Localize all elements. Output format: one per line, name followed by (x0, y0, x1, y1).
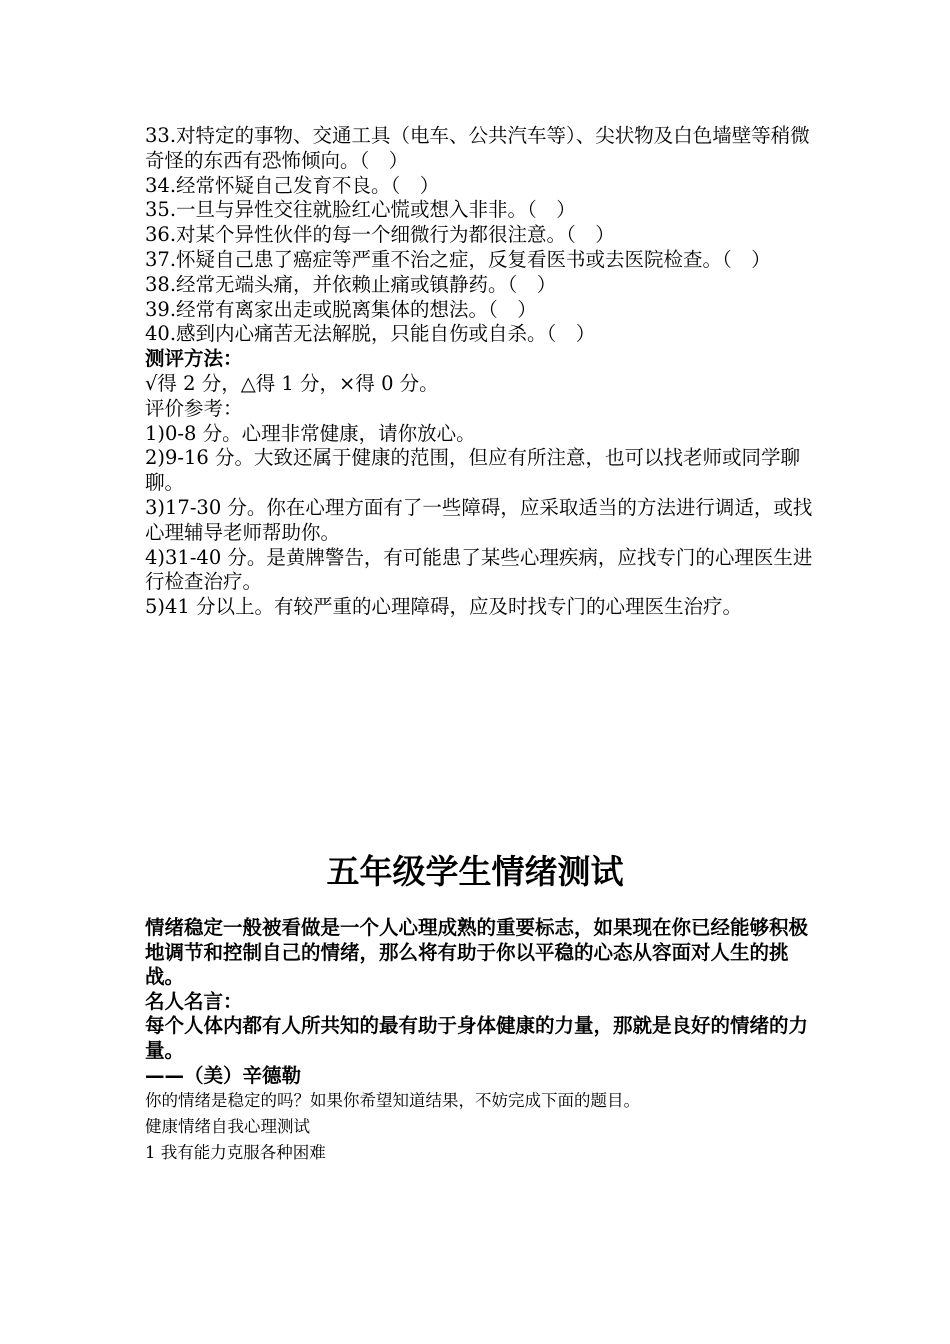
page-title: 五年级学生情绪测试 (326, 852, 624, 891)
evaluation-item-4: 4)31-40 分。是黄牌警告，有可能患了某些心理疾病，应找专门的心理医生进行检查治疗。 (145, 545, 813, 594)
evaluation-item-5: 5)41 分以上。有较严重的心理障碍，应及时找专门的心理医生治疗。 (145, 595, 743, 619)
question-33: 33.对特定的事物、交通工具（电车、公共汽车等）、尖状物及白色墙壁等稍微奇怪的东西有恐怖倾向。（ ） (145, 124, 810, 172)
intro-section (145, 916, 825, 1166)
prompt-text: 你的情绪是稳定的吗？如果你希望知道结果，不妨完成下面的题目。 (145, 1091, 640, 1111)
question-39: 39.经常有离家出走或脱离集体的想法。（ ） (145, 297, 537, 321)
evaluation-item-3: 3)17-30 分。你在心理方面有了一些障碍，应采取适当的方法进行调适，或找心理辅导老师帮助你。 (145, 495, 813, 544)
quote-author: ——（美）辛德勒 (145, 1063, 302, 1087)
test-item-1: 1 我有能力克服各种困难 (145, 1143, 326, 1163)
questions-section (145, 124, 825, 620)
quote-text: 每个人体内都有人所共知的最有助于身体健康的力量，那就是良好的情绪的力量。 (145, 1014, 809, 1062)
question-36: 36.对某个异性伙伴的每一个细微行为都很注意。（ ） (145, 223, 615, 247)
evaluation-item-2: 2)9-16 分。大致还属于健康的范围，但应有所注意，也可以找老师或同学聊聊。 (145, 446, 801, 495)
quote-heading: 名人名言： (145, 989, 243, 1013)
question-38: 38.经常无端头痛，并依赖止痛或镇静药。（ ） (145, 272, 557, 296)
test-name: 健康情绪自我心理测试 (145, 1117, 310, 1137)
method-text: √得 2 分，△得 1 分，×得 0 分。 (145, 371, 439, 395)
evaluation-heading: 评价参考： (145, 396, 243, 420)
question-40: 40.感到内心痛苦无法解脱，只能自伤或自杀。（ ） (145, 322, 596, 346)
question-37: 37.怀疑自己患了癌症等严重不治之症，反复看医书或去医院检查。（ ） (145, 247, 771, 271)
intro-paragraph: 情绪稳定一般被看做是一个人心理成熟的重要标志，如果现在你已经能够积极地调节和控制自己的情绪，那么将有助于你以平稳的心态从容面对人生的挑战。 (145, 916, 809, 989)
question-35: 35.一旦与异性交往就脸红心慌或想入非非。（ ） (145, 198, 576, 222)
question-34: 34.经常怀疑自己发育不良。（ ） (145, 173, 440, 197)
evaluation-item-1: 1)0-8 分。心理非常健康，请你放心。 (145, 421, 476, 445)
method-heading: 测评方法： (145, 347, 243, 371)
